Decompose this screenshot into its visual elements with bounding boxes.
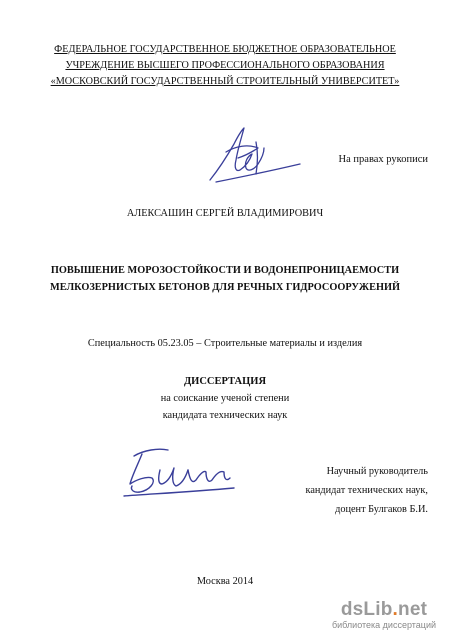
advisor-line-3: доцент Булгаков Б.И. xyxy=(335,504,428,515)
institution-line-2: УЧРЕЖДЕНИЕ ВЫСШЕГО ПРОФЕССИОНАЛЬНОГО ОБРАЗОВАНИЯ xyxy=(65,60,385,71)
watermark-caption: библиотека диссертаций xyxy=(331,620,436,630)
advisor-line-1: Научный руководитель xyxy=(326,466,428,477)
degree-line-1: на соискание ученой степени xyxy=(160,393,290,404)
dissertation-type: ДИССЕРТАЦИЯ xyxy=(183,376,267,387)
title-line-2: МЕЛКОЗЕРНИСТЫХ БЕТОНОВ ДЛЯ РЕЧНЫХ ГИДРОСООРУЖЕНИЙ xyxy=(50,282,400,293)
logo-tld: net xyxy=(398,599,428,620)
scientific-advisor xyxy=(306,462,429,519)
manuscript-rights-note: На правах рукописи xyxy=(338,154,428,165)
dslib-watermark xyxy=(328,600,440,631)
advisor-signature xyxy=(120,440,238,502)
author-name: АЛЕКСАШИН СЕРГЕЙ ВЛАДИМИРОВИЧ xyxy=(126,208,324,219)
dissertation-title xyxy=(0,262,450,296)
logo-main: dsLib xyxy=(340,599,393,620)
institution-line-3: «МОСКОВСКИЙ ГОСУДАРСТВЕННЫЙ СТРОИТЕЛЬНЫЙ УНИВЕРСИТЕТ» xyxy=(50,76,400,87)
logo-dot: . xyxy=(392,599,399,620)
city-year: Москва 2014 xyxy=(196,576,254,587)
author-signature xyxy=(196,122,306,192)
institution-line-1: ФЕДЕРАЛЬНОЕ ГОСУДАРСТВЕННОЕ БЮДЖЕТНОЕ ОБРАЗОВАТЕЛЬНОЕ xyxy=(54,44,396,55)
advisor-line-2: кандидат технических наук, xyxy=(305,485,428,496)
dslib-logo xyxy=(328,600,440,620)
institution-header xyxy=(0,42,450,90)
specialty-line: Специальность 05.23.05 – Строительные материалы и изделия xyxy=(87,338,363,349)
title-line-1: ПОВЫШЕНИЕ МОРОЗОСТОЙКОСТИ И ВОДОНЕПРОНИЦАЕМОСТИ xyxy=(50,265,400,276)
degree-line-2: кандидата технических наук xyxy=(162,410,288,421)
